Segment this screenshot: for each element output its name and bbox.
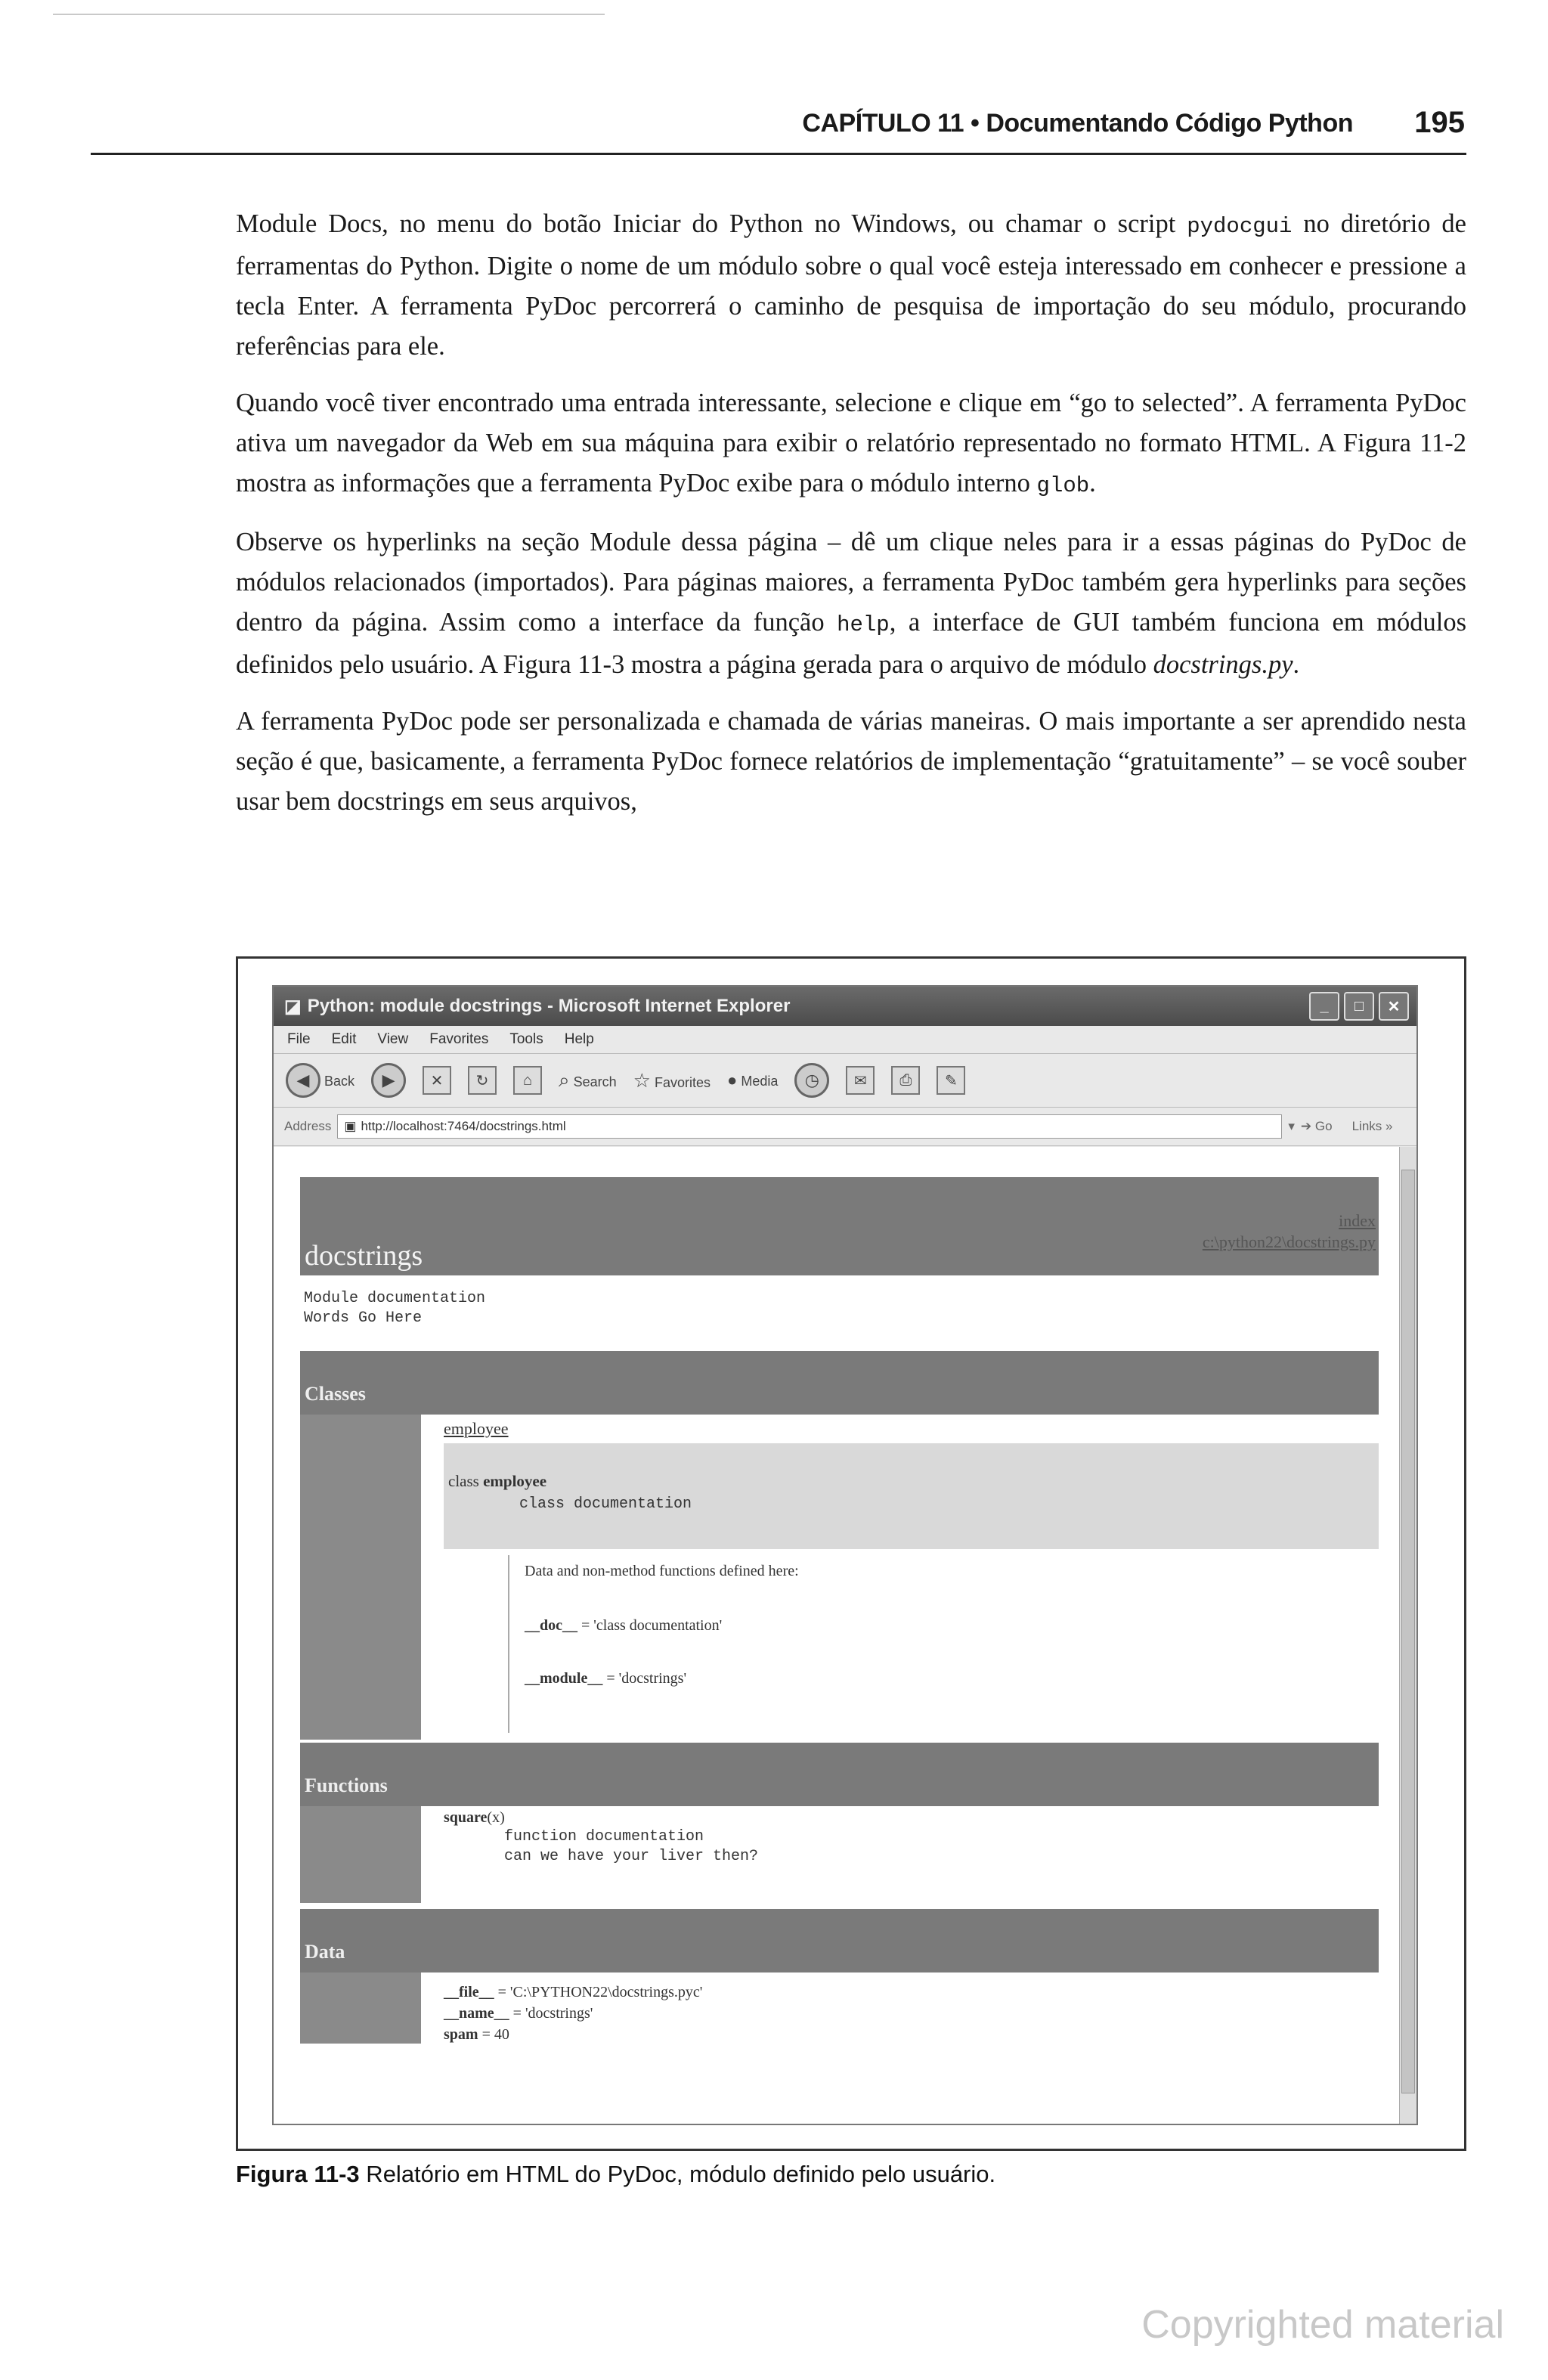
p3-text-a: Observe os hyperlinks na seção Module dessa página – dê um clique neles para ir a essas páginas do PyDoc de módulos relacionados (importados). Para páginas maiores, a ferramenta PyDoc também gera hyperlinks para seções dentro da página. Assim como a interface da função (236, 528, 1466, 637)
media-button[interactable] (727, 1071, 778, 1090)
browser-title: Python: module docstrings - Microsoft Internet Explorer (307, 996, 791, 1016)
data-file-value: = 'C:\PYTHON22\docstrings.pyc' (494, 1984, 703, 2000)
data-file-name: __file__ (444, 1984, 494, 2000)
data-label: Data (305, 1941, 345, 1963)
print-icon[interactable]: ⎙ (891, 1066, 920, 1095)
menu-edit[interactable]: Edit (331, 1031, 357, 1047)
menu-view[interactable]: View (377, 1031, 409, 1047)
scrollbar-thumb[interactable] (1401, 1170, 1415, 2093)
address-bar (274, 1108, 1416, 1146)
refresh-icon[interactable]: ↻ (468, 1066, 497, 1095)
media-label: Media (741, 1074, 779, 1089)
p2-text-b: . (1089, 469, 1096, 497)
minimize-icon[interactable]: _ (1309, 992, 1339, 1021)
history-icon[interactable]: ◷ (794, 1063, 829, 1098)
functions-section-bar (300, 1743, 1379, 1806)
menu-help[interactable]: Help (564, 1031, 594, 1047)
caption-label: Figura 11-3 (236, 2161, 360, 2187)
doc-attr-name: __doc__ (525, 1617, 577, 1634)
data-list (444, 1982, 702, 2045)
module-links (1203, 1210, 1376, 1253)
function-doc (504, 1827, 758, 1867)
module-attr-name: __module__ (525, 1670, 603, 1687)
back-button[interactable] (286, 1063, 354, 1098)
close-icon[interactable]: ✕ (1379, 992, 1409, 1021)
function-doc-line-2: can we have your liver then? (504, 1848, 759, 1865)
module-doc-line-2: Words Go Here (304, 1309, 423, 1327)
search-button[interactable] (559, 1068, 617, 1092)
p3-text-b: , a interface de GUI também funciona em módulos definidos pelo usuário. A Figura 11-3 mostra a página gerada para o arquivo de módulo (236, 608, 1466, 679)
module-attr-value: = 'docstrings' (602, 1670, 687, 1687)
address-url: http://localhost:7464/docstrings.html (361, 1119, 566, 1133)
window-controls (1309, 992, 1416, 1021)
class-link-employee[interactable]: employee (444, 1419, 509, 1438)
watermark: Copyrighted material (1141, 2303, 1504, 2347)
back-arrow-icon: ◀ (286, 1063, 320, 1098)
menu-tools[interactable]: Tools (509, 1031, 543, 1047)
stop-icon[interactable]: ✕ (423, 1066, 451, 1095)
paragraph-1 (236, 204, 1466, 367)
mail-icon[interactable]: ✉ (846, 1066, 875, 1095)
data-name-value: = 'docstrings' (509, 2005, 593, 2022)
paragraph-4: A ferramenta PyDoc pode ser personalizada e chamada de várias maneiras. O mais importante a ser aprendido nesta seção é que, basicamente, a ferramenta PyDoc fornece relatórios de implementação “gratuitamente” – se você souber usar bem docstrings em seus arquivos, (236, 707, 1466, 816)
functions-side-strip (300, 1806, 421, 1903)
data-side-strip (300, 1972, 421, 2044)
classes-section-bar (300, 1351, 1379, 1415)
function-args: (x) (487, 1809, 505, 1826)
menu-file[interactable]: File (287, 1031, 311, 1047)
browser-titlebar (274, 987, 1416, 1026)
vertical-scrollbar[interactable] (1399, 1147, 1416, 2124)
address-label: Address (284, 1119, 332, 1133)
go-arrow-icon: ➔ (1300, 1119, 1312, 1133)
file-link[interactable]: c:\python22\docstrings.py (1202, 1232, 1376, 1251)
home-icon[interactable]: ⌂ (513, 1066, 542, 1095)
page-icon: ▣ (344, 1119, 357, 1133)
module-attribute (525, 1670, 686, 1687)
doc-attribute (525, 1617, 722, 1635)
classes-label: Classes (305, 1383, 366, 1405)
figure-caption (236, 2161, 995, 2188)
doc-attr-value: = 'class documentation' (577, 1617, 723, 1634)
classes-side-strip (300, 1415, 421, 1740)
class-declaration (448, 1472, 546, 1491)
module-heading (300, 1177, 1379, 1275)
media-icon: ● (727, 1071, 738, 1089)
p1-text-b: no diretório de ferramentas do Python. Digite o nome de um módulo sobre o qual você esteja interessado em conhecer e pressione a tecla Enter. A ferramenta PyDoc percorrerá o caminho de pesquisa de importação do seu módulo, procurando referências para ele. (236, 209, 1466, 361)
function-signature (444, 1809, 505, 1827)
data-item-spam (444, 2024, 702, 2045)
search-icon: ⌕ (559, 1068, 570, 1091)
go-button[interactable] (1301, 1119, 1333, 1134)
address-dropdown-icon[interactable]: ▾ (1288, 1119, 1295, 1133)
top-rule (53, 14, 605, 15)
functions-label: Functions (305, 1774, 388, 1796)
p2-code: glob (1036, 473, 1090, 498)
forward-arrow-icon[interactable]: ▶ (371, 1063, 406, 1098)
star-icon: ☆ (633, 1068, 651, 1092)
ie-logo-icon: ◪ (284, 996, 302, 1017)
index-link[interactable]: index (1339, 1211, 1376, 1230)
maximize-icon[interactable]: □ (1344, 992, 1374, 1021)
favorites-button[interactable] (633, 1069, 711, 1092)
search-label: Search (573, 1074, 617, 1089)
module-doc-line-1: Module documentation (304, 1290, 486, 1307)
p1-code: pydocgui (1187, 214, 1293, 239)
paragraph-2 (236, 383, 1466, 506)
menu-favorites[interactable]: Favorites (429, 1031, 489, 1047)
go-label: Go (1314, 1119, 1333, 1133)
favorites-label: Favorites (655, 1074, 711, 1090)
menu-bar (274, 1026, 1416, 1054)
address-field[interactable] (337, 1114, 1282, 1139)
data-spam-value: = 40 (478, 2026, 509, 2043)
data-item-name (444, 2003, 702, 2024)
class-doc: class documentation (519, 1495, 692, 1513)
running-header (91, 106, 1466, 155)
paragraph-3 (236, 522, 1466, 685)
p3-code: help (837, 612, 890, 637)
function-name: square (444, 1809, 488, 1826)
class-keyword: class (448, 1472, 484, 1490)
body-text (236, 204, 1466, 838)
edit-icon[interactable]: ✎ (937, 1066, 965, 1095)
back-label: Back (324, 1074, 355, 1089)
class-block (444, 1443, 1379, 1549)
p3-text-c: . (1293, 650, 1300, 679)
p1-text-a: Module Docs, no menu do botão Iniciar do Python no Windows, ou chamar o script (236, 209, 1187, 238)
chapter-title: CAPÍTULO 11 • Documentando Código Python (802, 109, 1353, 138)
p2-text-a: Quando você tiver encontrado uma entrada interessante, selecione e clique em “go to selected”. A ferramenta PyDoc ativa um navegador da Web em sua máquina para exibir o relatório representado no formato HTML. A Figura 11-2 mostra as informações que a ferramenta PyDoc exibe para o módulo interno (236, 389, 1466, 497)
class-name: employee (483, 1472, 547, 1490)
module-docstring (304, 1289, 485, 1328)
class-data-block (508, 1555, 1380, 1733)
page-number: 195 (1414, 106, 1465, 139)
function-doc-line-1: function documentation (504, 1828, 704, 1845)
page-content (274, 1147, 1401, 2124)
caption-text: Relatório em HTML do PyDoc, módulo definido pelo usuário. (359, 2161, 996, 2187)
links-button[interactable]: Links » (1351, 1119, 1393, 1133)
browser-window (272, 985, 1418, 2125)
module-title: docstrings (305, 1240, 423, 1272)
data-note: Data and non-method functions defined here: (525, 1563, 799, 1579)
toolbar (274, 1054, 1416, 1108)
p3-filename: docstrings.py (1153, 650, 1293, 679)
data-section-bar (300, 1909, 1379, 1972)
data-item-file (444, 1982, 702, 2003)
data-name-name: __name__ (444, 2005, 509, 2022)
data-spam-name: spam (444, 2026, 478, 2043)
